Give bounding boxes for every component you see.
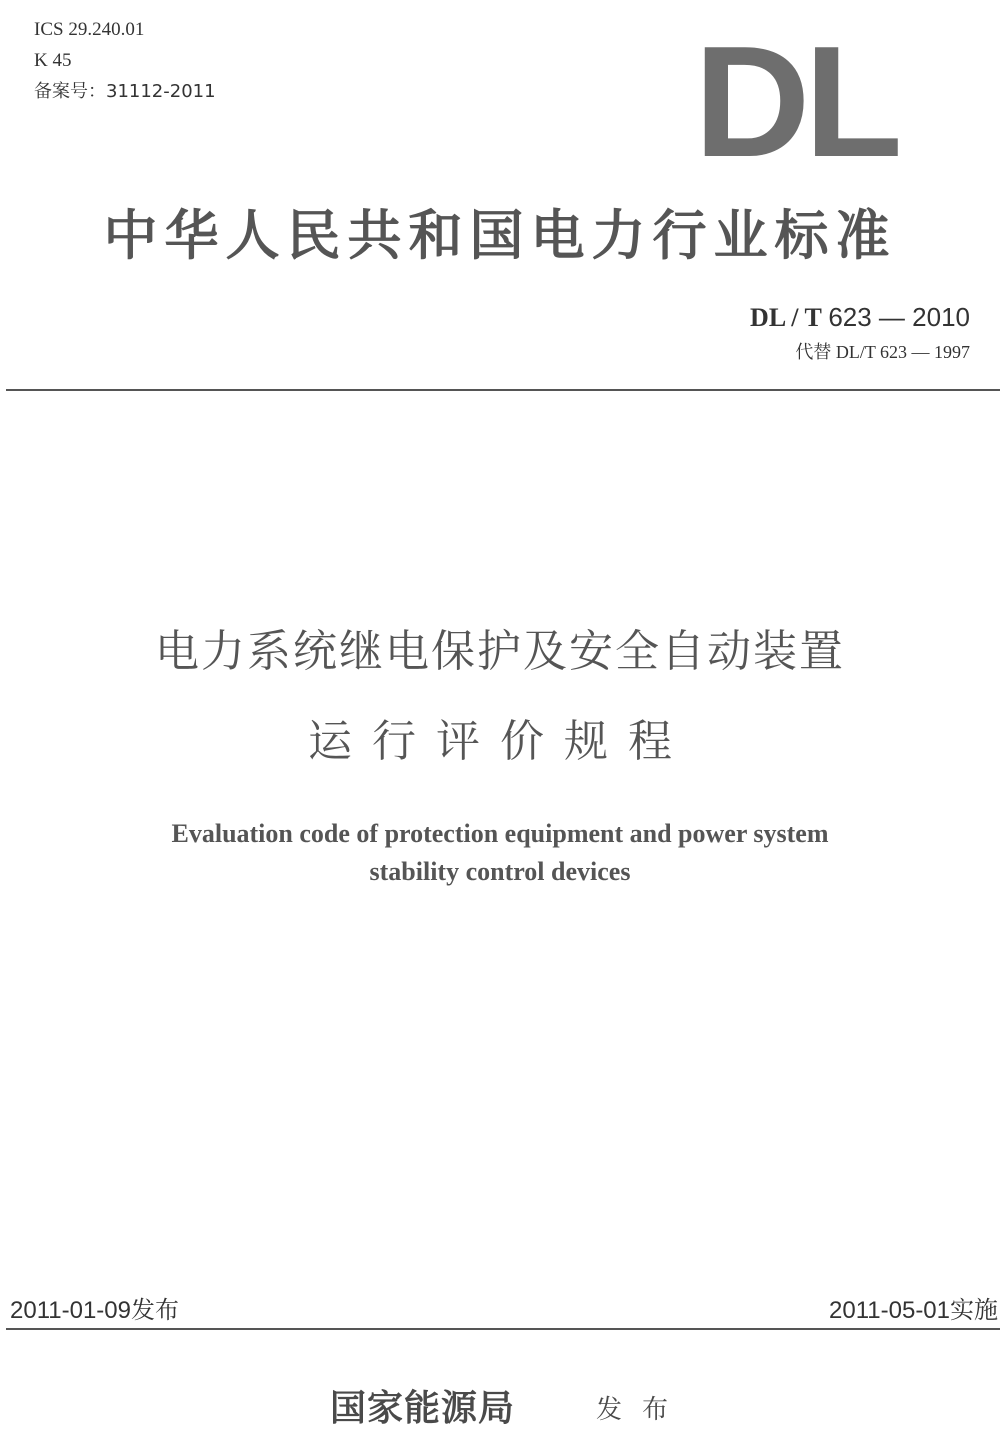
top-divider: [6, 389, 1000, 391]
industry-standard-title: 中华人民共和国电力行业标准: [103, 204, 897, 267]
standard-prefix: DL / T: [750, 303, 822, 332]
ics-code: ICS 29.240.01: [34, 19, 145, 40]
dl-logo: DL: [694, 14, 897, 190]
standard-code: [750, 302, 970, 333]
publisher-name: 国家能源局: [330, 1388, 516, 1429]
replaces-standard: 代替 DL/T 623 — 1997: [795, 342, 970, 362]
standard-number: 623 — 2010: [828, 302, 970, 332]
document-title-cn-line2: 运行评价规程: [308, 716, 692, 767]
classification-code: K 45: [34, 50, 72, 71]
document-metadata: [34, 14, 216, 107]
document-title-cn-line1: 电力系统继电保护及安全自动装置: [155, 626, 845, 677]
document-title-en-line1: Evaluation code of protection equipment and power system: [171, 819, 829, 848]
document-title-en-line2: stability control devices: [369, 857, 631, 886]
bottom-divider: [6, 1328, 1000, 1330]
document-title-en: [0, 815, 1000, 891]
filing-number: 备案号：31112-2011: [34, 81, 216, 102]
publisher-label: 发布: [596, 1395, 689, 1425]
effective-date: 2011-05-01实施: [829, 1297, 998, 1324]
issue-date: 2011-01-09发布: [10, 1297, 179, 1324]
